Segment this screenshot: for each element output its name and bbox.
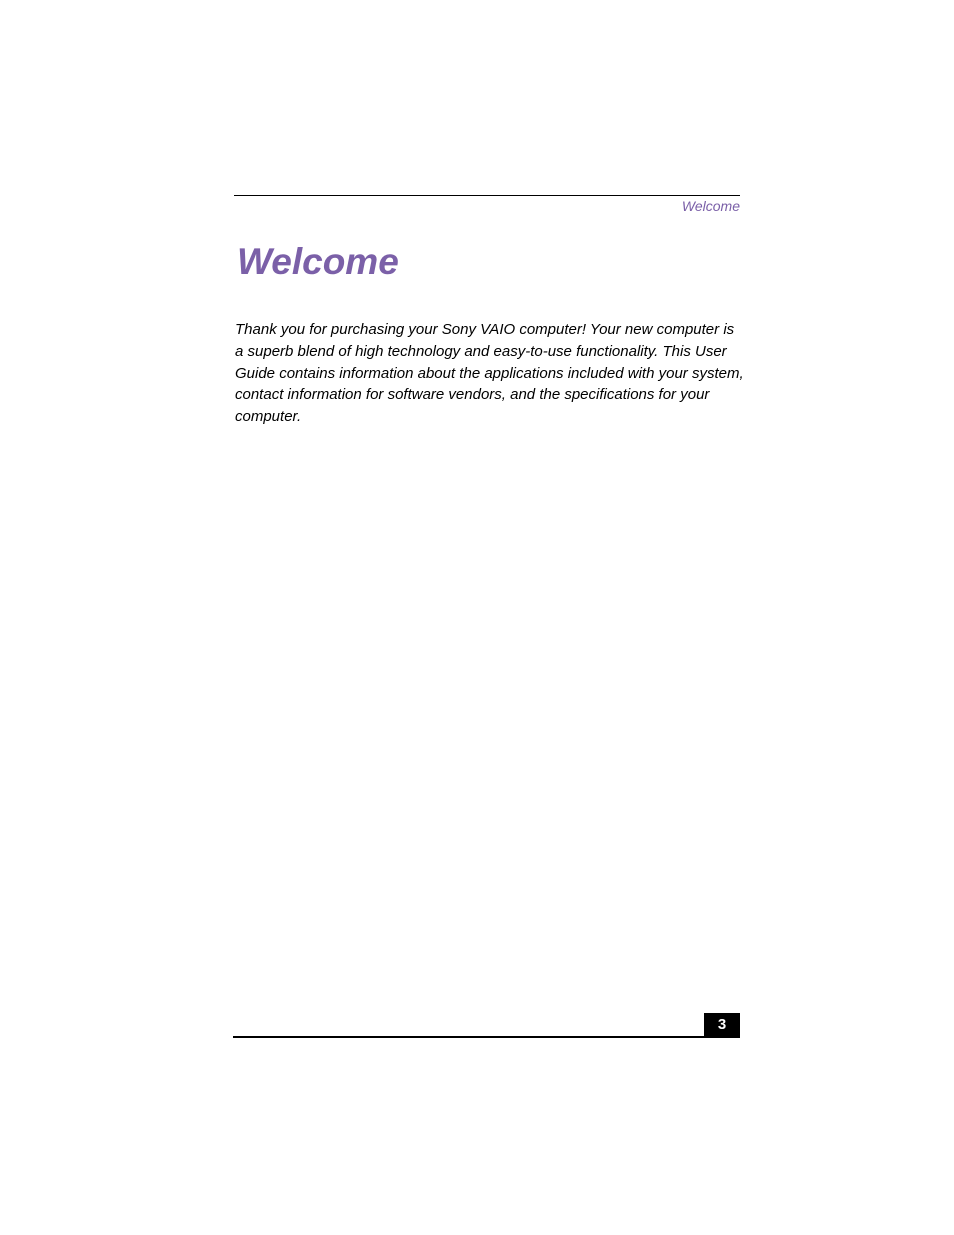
running-header: Welcome — [681, 198, 740, 214]
footer-rule — [233, 1036, 740, 1038]
header-rule — [234, 195, 740, 196]
page-number: 3 — [704, 1013, 740, 1037]
intro-paragraph: Thank you for purchasing your Sony VAIO computer! Your new computer is a superb blend of high technology and easy-to-use functionality. This User Guide contains information about the applications included with your system, contact information for software vendors, and the specifications for your computer. — [235, 321, 744, 426]
page-title: Welcome — [237, 241, 399, 282]
